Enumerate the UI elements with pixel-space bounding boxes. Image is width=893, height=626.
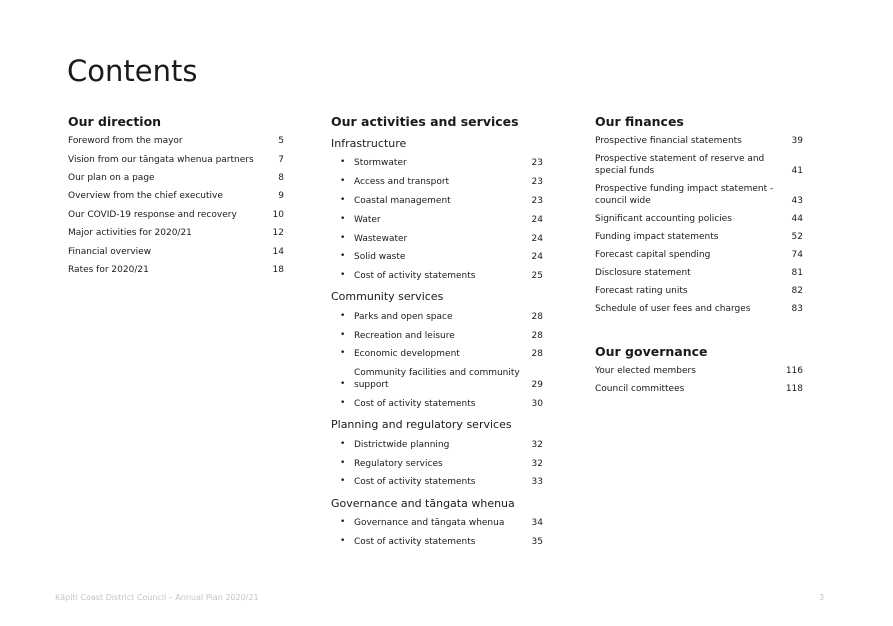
toc-entry-page: 30 <box>531 398 543 409</box>
toc-bullet-entry[interactable] <box>331 533 543 552</box>
bullet-icon: • <box>340 438 346 449</box>
toc-entry-page: 28 <box>531 349 543 360</box>
toc-entry-text: Recreation and leisure <box>354 330 455 341</box>
toc-entry-label <box>331 270 532 282</box>
toc-entry[interactable] <box>595 282 803 300</box>
toc-entry-label: Rates for 2020/21 <box>68 264 149 275</box>
toc-bullet-entry[interactable] <box>331 248 543 267</box>
toc-entry-page: 116 <box>785 366 803 376</box>
bullet-icon: • <box>340 270 346 281</box>
toc-entry-text: Districtwide planning <box>354 439 450 450</box>
toc-entry-label: Our plan on a page <box>68 172 155 183</box>
governance-heading: Our governance <box>595 344 708 359</box>
toc-entry-text: Economic development <box>354 349 460 360</box>
toc-entry-label: Forecast rating units <box>595 286 688 296</box>
toc-entry-text: Cost of activity statements <box>354 536 476 547</box>
toc-entry-label <box>331 195 532 207</box>
toc-entry-label: Foreword from the mayor <box>68 136 183 147</box>
page-footer: Kāpiti Coast District Council – Annual Plan 2020/21 <box>55 593 259 602</box>
toc-entry-page: 74 <box>791 250 803 260</box>
toc-entry-label: Prospective statement of reserve and special funds <box>595 154 765 176</box>
bullet-icon: • <box>340 213 346 224</box>
toc-bullet-entry[interactable] <box>331 364 543 395</box>
bullet-icon: • <box>340 176 346 187</box>
toc-entry-page: 7 <box>278 154 284 165</box>
toc-entry-label <box>331 398 532 410</box>
toc-bullet-entry[interactable] <box>331 435 543 454</box>
toc-entry-label <box>331 348 532 360</box>
activities-heading: Our activities and services <box>331 114 519 129</box>
bullet-icon: • <box>340 329 346 340</box>
toc-entry-page: 33 <box>531 477 543 488</box>
bullet-icon: • <box>340 535 346 546</box>
toc-entry-text: Access and transport <box>354 177 450 188</box>
activity-group-title: Infrastructure <box>331 137 407 150</box>
toc-entry-label: Major activities for 2020/21 <box>68 228 192 239</box>
toc-bullet-entry[interactable] <box>331 154 543 173</box>
toc-entry-label <box>331 476 532 488</box>
toc-entry[interactable] <box>68 169 284 187</box>
toc-entry-label: Our COVID-19 response and recovery <box>68 209 237 220</box>
finances-list <box>595 132 803 318</box>
toc-bullet-entry[interactable] <box>331 173 543 192</box>
toc-entry-page: 14 <box>272 246 284 257</box>
toc-entry[interactable] <box>68 132 284 150</box>
toc-bullet-entry[interactable] <box>331 229 543 248</box>
toc-entry-page: 29 <box>531 380 543 391</box>
toc-entry-text: Wastewater <box>354 233 408 244</box>
toc-entry[interactable] <box>595 180 803 210</box>
bullet-icon: • <box>340 476 346 487</box>
toc-entry-label <box>331 458 532 470</box>
toc-entry-page: 5 <box>278 136 284 147</box>
toc-entry-label: Disclosure statement <box>595 268 691 278</box>
toc-entry-label <box>331 330 532 342</box>
bullet-icon: • <box>340 232 346 243</box>
toc-entry-label <box>331 251 532 263</box>
toc-entry-label <box>331 157 532 169</box>
toc-entry-text: Cost of activity statements <box>354 398 476 409</box>
toc-entry-label: Vision from our tāngata whenua partners <box>68 154 254 165</box>
toc-entry-text: Coastal management <box>354 195 451 206</box>
toc-entry[interactable] <box>595 300 803 318</box>
toc-entry-page: 23 <box>531 158 543 169</box>
toc-entry-page: 23 <box>531 177 543 188</box>
bullet-icon: • <box>340 310 346 321</box>
toc-entry[interactable] <box>595 362 803 380</box>
toc-entry-text: Cost of activity statements <box>354 477 476 488</box>
toc-entry-label: Council committees <box>595 384 685 394</box>
toc-entry-page: 118 <box>785 384 803 394</box>
toc-entry-page: 82 <box>791 286 803 296</box>
toc-entry-label <box>331 233 532 245</box>
toc-entry-page: 8 <box>278 172 284 183</box>
toc-entry-text: Stormwater <box>354 158 407 169</box>
toc-entry[interactable] <box>68 242 284 260</box>
toc-bullet-entry[interactable] <box>331 267 543 286</box>
toc-entry-text: Governance and tāngata whenua <box>354 518 505 529</box>
toc-entry[interactable] <box>595 246 803 264</box>
toc-entry-page: 83 <box>791 304 803 314</box>
toc-entry-label: Financial overview <box>68 246 152 257</box>
toc-entry[interactable] <box>68 187 284 205</box>
toc-bullet-entry[interactable] <box>331 514 543 533</box>
activity-group-title: Community services <box>331 290 444 304</box>
toc-entry-page: 10 <box>272 209 284 220</box>
toc-entry-page: 24 <box>531 214 543 225</box>
toc-bullet-entry[interactable] <box>331 395 543 414</box>
toc-entry-page: 18 <box>272 264 284 275</box>
toc-entry-page: 41 <box>791 166 803 176</box>
toc-entry-page: 44 <box>791 214 803 224</box>
toc-entry-page: 52 <box>791 232 803 242</box>
toc-entry-page: 39 <box>791 136 803 146</box>
governance-list <box>595 362 803 398</box>
toc-entry-label <box>331 214 532 226</box>
toc-entry-label: Funding impact statements <box>595 232 719 242</box>
direction-heading: Our direction <box>68 114 162 129</box>
toc-entry[interactable] <box>595 228 803 246</box>
toc-entry-text: Solid waste <box>354 252 406 263</box>
toc-entry-label: Forecast capital spending <box>595 250 711 260</box>
toc-entry[interactable] <box>68 224 284 242</box>
toc-entry-label: Schedule of user fees and charges <box>595 304 751 314</box>
toc-entry[interactable] <box>68 261 284 279</box>
bullet-icon: • <box>340 517 346 528</box>
toc-entry[interactable] <box>595 210 803 228</box>
toc-entry-label: Prospective financial statements <box>595 136 742 146</box>
direction-column <box>68 112 284 279</box>
toc-entry-label <box>331 517 532 529</box>
toc-entry-text: Water <box>354 214 381 225</box>
toc-entry-text: Cost of activity statements <box>354 271 476 282</box>
toc-entry[interactable] <box>595 380 803 398</box>
toc-entry-page: 28 <box>531 330 543 341</box>
toc-entry-text: Community facilities and community support <box>354 368 520 391</box>
toc-entry[interactable] <box>595 132 803 150</box>
toc-entry-label <box>331 536 532 548</box>
toc-bullet-entry[interactable] <box>331 345 543 364</box>
toc-bullet-entry[interactable] <box>331 307 543 326</box>
bullet-icon: • <box>340 397 346 408</box>
toc-entry-page: 9 <box>278 191 284 202</box>
toc-entry-label: Overview from the chief executive <box>68 191 223 202</box>
bullet-icon: • <box>340 157 346 168</box>
bullet-icon: • <box>340 457 346 468</box>
toc-entry-label: Significant accounting policies <box>595 214 732 224</box>
finances-heading: Our finances <box>595 114 684 129</box>
toc-entry-text: Parks and open space <box>354 311 453 322</box>
bullet-icon: • <box>340 251 346 262</box>
toc-entry-page: 24 <box>531 233 543 244</box>
toc-entry-label: Your elected members <box>595 366 696 376</box>
toc-bullet-entry[interactable] <box>331 454 543 473</box>
direction-list <box>68 132 284 279</box>
activities-column <box>331 112 543 551</box>
toc-entry[interactable] <box>68 150 284 168</box>
toc-entry-label <box>331 176 532 188</box>
toc-entry-page: 32 <box>531 458 543 469</box>
toc-entry-label <box>331 311 532 323</box>
toc-entry-page: 35 <box>531 536 543 547</box>
toc-bullet-entry[interactable] <box>331 473 543 492</box>
toc-bullet-entry[interactable] <box>331 326 543 345</box>
toc-entry-text: Regulatory services <box>354 458 443 469</box>
toc-entry-page: 43 <box>791 196 803 206</box>
toc-entry-label <box>331 367 532 391</box>
toc-entry-page: 25 <box>531 271 543 282</box>
toc-entry-page: 12 <box>272 228 284 239</box>
toc-entry-page: 23 <box>531 195 543 206</box>
toc-entry-page: 28 <box>531 311 543 322</box>
activity-group-title: Planning and regulatory services <box>331 418 512 432</box>
bullet-icon: • <box>340 194 346 205</box>
toc-entry-label <box>331 439 532 451</box>
toc-entry-label: Prospective funding impact statement - council wide <box>595 184 774 206</box>
toc-entry-page: 81 <box>791 268 803 278</box>
bullet-icon: • <box>340 379 346 390</box>
activity-group-title: Governance and tāngata whenua <box>331 496 515 510</box>
activities-list <box>331 134 543 551</box>
toc-entry-page: 24 <box>531 252 543 263</box>
page-title: Contents <box>67 54 198 88</box>
toc-entry[interactable] <box>595 264 803 282</box>
toc-entry-page: 32 <box>531 439 543 450</box>
toc-entry[interactable] <box>595 150 803 180</box>
toc-bullet-entry[interactable] <box>331 210 543 229</box>
bullet-icon: • <box>340 348 346 359</box>
toc-entry-page: 34 <box>531 518 543 529</box>
toc-bullet-entry[interactable] <box>331 192 543 211</box>
finances-column <box>595 112 803 398</box>
toc-entry[interactable] <box>68 206 284 224</box>
page-number: 3 <box>819 593 825 602</box>
